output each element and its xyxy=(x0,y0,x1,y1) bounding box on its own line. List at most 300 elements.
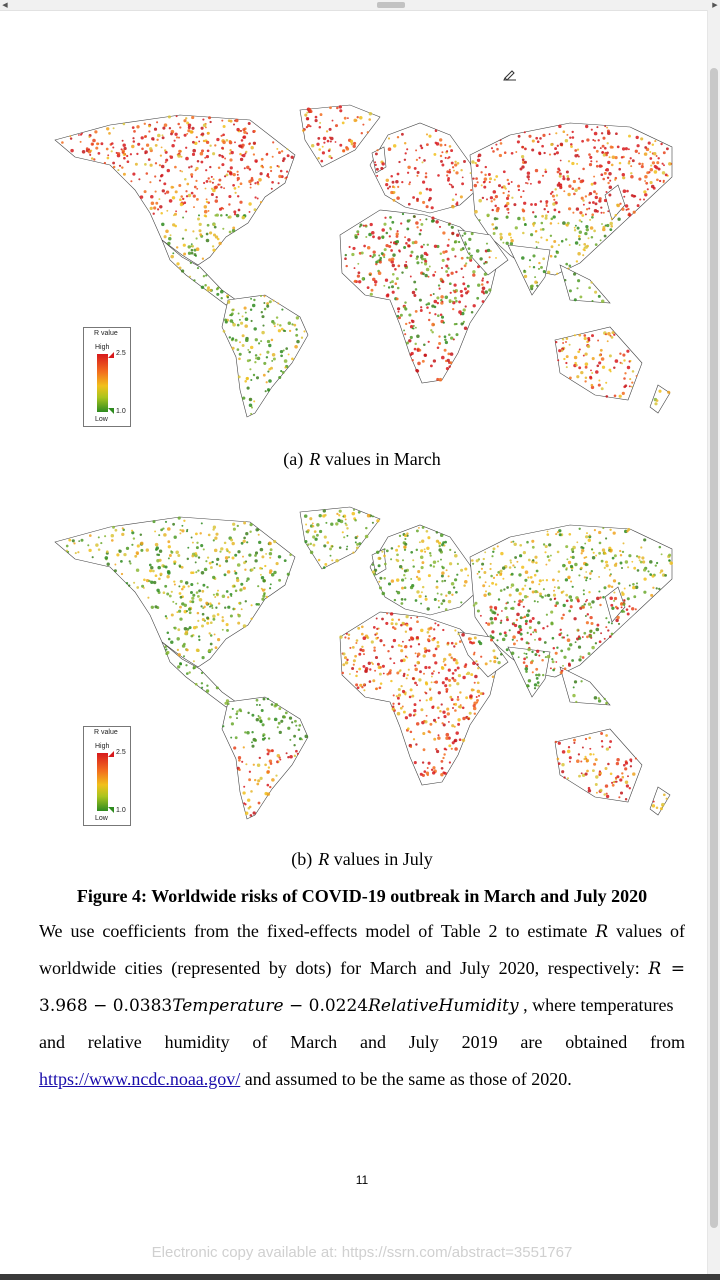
city-dot xyxy=(180,596,183,599)
city-dot xyxy=(199,532,201,534)
city-dot xyxy=(477,609,480,612)
city-dot xyxy=(614,214,616,216)
city-dot xyxy=(575,701,577,703)
city-dot xyxy=(479,642,482,645)
city-dot xyxy=(192,542,194,544)
city-dot xyxy=(589,616,592,619)
city-dot xyxy=(445,296,449,300)
city-dot xyxy=(598,295,601,298)
city-dot xyxy=(489,606,492,609)
city-dot xyxy=(527,182,529,184)
city-dot xyxy=(251,604,253,606)
city-dot xyxy=(493,611,496,614)
city-dot xyxy=(609,529,611,531)
city-dot xyxy=(524,616,527,619)
city-dot xyxy=(394,627,397,630)
city-dot xyxy=(596,165,599,168)
city-dot xyxy=(374,284,376,286)
city-dot xyxy=(602,151,604,153)
city-dot xyxy=(561,770,564,773)
city-dot xyxy=(403,711,406,714)
city-dot xyxy=(169,127,171,129)
city-dot xyxy=(151,606,154,609)
city-dot xyxy=(388,286,390,288)
city-dot xyxy=(81,133,83,135)
city-dot xyxy=(257,764,260,767)
city-dot xyxy=(452,741,455,744)
city-dot xyxy=(485,581,487,583)
city-dot xyxy=(585,773,588,776)
city-dot xyxy=(189,626,192,629)
city-dot xyxy=(245,338,249,342)
city-dot xyxy=(482,277,484,279)
city-dot xyxy=(232,184,235,187)
city-dot xyxy=(406,656,408,658)
city-dot xyxy=(605,564,608,567)
city-dot xyxy=(423,244,425,246)
scroll-left-icon[interactable]: ◀ xyxy=(2,1,8,9)
city-dot xyxy=(598,697,600,699)
city-dot xyxy=(192,594,195,597)
city-dot xyxy=(429,627,432,630)
city-dot xyxy=(447,712,450,715)
city-dot xyxy=(413,709,416,712)
city-dot xyxy=(111,150,113,152)
city-dot xyxy=(508,183,511,186)
city-dot xyxy=(260,340,262,342)
city-dot xyxy=(250,413,252,415)
city-dot xyxy=(369,274,371,276)
city-dot xyxy=(174,583,176,585)
city-dot xyxy=(625,147,628,150)
horizontal-scroll-thumb[interactable] xyxy=(377,2,405,8)
city-dot xyxy=(213,178,215,180)
city-dot xyxy=(258,534,260,536)
caption-march xyxy=(0,449,720,470)
city-dot xyxy=(403,545,406,548)
vertical-scroll-thumb[interactable] xyxy=(710,68,718,1228)
city-dot xyxy=(614,554,617,557)
city-dot xyxy=(433,654,436,657)
city-dot xyxy=(454,297,457,300)
city-dot xyxy=(163,533,167,537)
city-dot xyxy=(367,246,371,250)
city-dot xyxy=(178,137,180,139)
city-dot xyxy=(622,776,625,779)
legend-low-label: Low xyxy=(95,416,108,423)
city-dot xyxy=(582,547,584,549)
city-dot xyxy=(636,375,638,377)
city-dot xyxy=(121,166,123,168)
city-dot xyxy=(324,536,327,539)
city-dot xyxy=(561,763,564,766)
city-dot xyxy=(572,556,575,559)
city-dot xyxy=(312,535,315,538)
city-dot xyxy=(539,593,542,596)
city-dot xyxy=(577,629,579,631)
city-dot xyxy=(122,143,125,146)
city-dot xyxy=(445,677,449,681)
city-dot xyxy=(182,237,184,239)
city-dot xyxy=(364,669,368,673)
city-dot xyxy=(289,330,291,332)
city-dot xyxy=(548,559,551,562)
city-dot xyxy=(553,199,555,201)
city-dot xyxy=(562,338,564,340)
city-dot xyxy=(232,557,235,560)
city-dot xyxy=(144,163,147,166)
city-dot xyxy=(494,205,496,207)
city-dot xyxy=(512,564,514,566)
city-dot xyxy=(649,151,651,153)
city-dot xyxy=(664,574,667,577)
city-dot xyxy=(365,527,367,529)
city-dot xyxy=(402,622,405,625)
city-dot xyxy=(619,203,621,205)
city-dot xyxy=(414,343,416,345)
city-dot xyxy=(609,574,611,576)
city-dot xyxy=(545,656,547,658)
city-dot xyxy=(500,573,502,575)
city-dot xyxy=(235,339,238,342)
city-dot xyxy=(465,291,468,294)
city-dot xyxy=(224,573,227,576)
city-dot xyxy=(454,629,456,631)
city-dot xyxy=(219,550,221,552)
city-dot xyxy=(402,213,404,215)
city-dot xyxy=(379,577,382,580)
legend-title: R value xyxy=(94,729,118,736)
city-dot xyxy=(511,583,514,586)
city-dot xyxy=(562,564,565,567)
city-dot xyxy=(523,218,526,221)
city-dot xyxy=(486,214,489,217)
city-dot xyxy=(258,178,262,182)
city-dot xyxy=(430,554,432,556)
city-dot xyxy=(578,366,581,369)
city-dot xyxy=(348,637,350,639)
europe-outline xyxy=(370,123,480,213)
city-dot xyxy=(596,628,600,632)
city-dot xyxy=(573,180,576,183)
city-dot xyxy=(212,614,215,617)
city-dot xyxy=(578,574,580,576)
city-dot xyxy=(569,344,571,346)
city-dot xyxy=(613,367,615,369)
city-dot xyxy=(267,784,270,787)
city-dot xyxy=(236,579,239,582)
city-dot xyxy=(589,572,592,575)
city-dot xyxy=(632,583,635,586)
city-dot xyxy=(249,398,252,401)
city-dot xyxy=(579,211,582,214)
city-dot xyxy=(232,229,235,232)
city-dot xyxy=(238,768,241,771)
city-dot xyxy=(598,590,600,592)
city-dot xyxy=(490,617,494,621)
city-dot xyxy=(489,181,491,183)
city-dot xyxy=(585,366,588,369)
city-dot xyxy=(358,511,361,514)
city-dot xyxy=(401,181,403,183)
city-dot xyxy=(538,152,541,155)
city-dot xyxy=(654,170,658,174)
city-dot xyxy=(192,153,195,156)
city-dot xyxy=(242,315,244,317)
city-dot xyxy=(382,162,385,165)
vertical-scrollbar[interactable] xyxy=(707,10,720,1274)
city-dot xyxy=(229,158,232,161)
city-dot xyxy=(414,664,416,666)
city-dot xyxy=(590,622,593,625)
city-dot xyxy=(488,288,491,291)
city-dot xyxy=(538,262,540,264)
city-dot xyxy=(255,338,258,341)
city-dot xyxy=(491,209,493,211)
city-dot xyxy=(431,206,434,209)
city-dot xyxy=(259,353,261,355)
city-dot xyxy=(405,152,407,154)
city-dot xyxy=(421,257,424,260)
city-dot xyxy=(398,644,401,647)
city-dot xyxy=(576,375,579,378)
city-dot xyxy=(237,177,240,180)
city-dot xyxy=(420,549,423,552)
city-dot xyxy=(258,802,261,805)
city-dot xyxy=(568,746,570,748)
city-dot xyxy=(78,134,80,136)
city-dot xyxy=(623,189,627,193)
city-dot xyxy=(185,664,187,666)
city-dot xyxy=(506,618,509,621)
city-dot xyxy=(165,230,169,234)
city-dot xyxy=(200,152,204,156)
city-dot xyxy=(476,699,479,702)
city-dot xyxy=(545,564,547,566)
city-dot xyxy=(188,194,192,198)
city-dot xyxy=(555,652,558,655)
city-dot xyxy=(210,643,213,646)
city-dot xyxy=(563,636,565,638)
city-dot xyxy=(577,279,580,282)
city-dot xyxy=(100,542,102,544)
city-dot xyxy=(641,165,644,168)
city-dot xyxy=(457,696,459,698)
city-dot xyxy=(572,131,574,133)
city-dot xyxy=(198,229,201,232)
city-dot xyxy=(381,551,383,553)
city-dot xyxy=(462,282,465,285)
city-dot xyxy=(588,591,590,593)
city-dot xyxy=(380,167,383,170)
city-dot xyxy=(451,594,453,596)
city-dot xyxy=(398,670,400,672)
city-dot xyxy=(256,376,259,379)
city-dot xyxy=(175,210,177,212)
city-dot xyxy=(609,156,611,158)
city-dot xyxy=(521,588,524,591)
city-dot xyxy=(240,158,243,161)
city-dot xyxy=(440,160,443,163)
city-dot xyxy=(423,720,425,722)
city-dot xyxy=(557,168,560,171)
city-dot xyxy=(291,721,293,723)
city-dot xyxy=(237,324,240,327)
city-dot xyxy=(537,673,540,676)
city-dot xyxy=(530,233,533,236)
city-dot xyxy=(660,807,663,810)
city-dot xyxy=(574,149,577,152)
city-dot xyxy=(521,601,523,603)
city-dot xyxy=(361,251,364,254)
city-dot xyxy=(407,238,410,241)
city-dot xyxy=(569,596,571,598)
city-dot xyxy=(179,267,182,270)
city-dot xyxy=(512,541,514,543)
city-dot xyxy=(280,354,283,357)
city-dot xyxy=(261,331,264,334)
city-dot xyxy=(607,161,610,164)
city-dot xyxy=(232,523,235,526)
city-dot xyxy=(205,602,208,605)
city-dot xyxy=(495,175,498,178)
city-dot xyxy=(499,632,502,635)
city-dot xyxy=(580,371,583,374)
city-dot xyxy=(412,677,415,680)
city-dot xyxy=(259,172,262,175)
city-dot xyxy=(630,172,632,174)
city-dot xyxy=(506,216,509,219)
city-dot xyxy=(619,778,622,781)
city-dot xyxy=(150,164,153,167)
city-dot xyxy=(298,728,301,731)
city-dot xyxy=(650,165,652,167)
city-dot xyxy=(354,280,357,283)
city-dot xyxy=(268,379,272,383)
city-dot xyxy=(536,246,538,248)
city-dot xyxy=(245,811,248,814)
city-dot xyxy=(269,786,271,788)
city-dot xyxy=(358,271,361,274)
city-dot xyxy=(356,671,358,673)
city-dot xyxy=(255,551,258,554)
city-dot xyxy=(661,553,663,555)
city-dot xyxy=(663,793,666,796)
city-dot xyxy=(424,548,426,550)
city-dot xyxy=(369,112,372,115)
city-dot xyxy=(126,582,128,584)
city-dot xyxy=(451,162,454,165)
city-dot xyxy=(192,149,196,153)
city-dot xyxy=(431,323,435,327)
city-dot xyxy=(604,147,607,150)
city-dot xyxy=(420,555,424,559)
scroll-right-icon[interactable]: ▶ xyxy=(712,1,718,9)
city-dot xyxy=(421,540,424,543)
city-dot xyxy=(98,536,100,538)
city-dot xyxy=(193,195,196,198)
city-dot xyxy=(537,685,539,687)
city-dot xyxy=(232,226,235,229)
city-dot xyxy=(571,548,574,551)
city-dot xyxy=(158,554,160,556)
city-dot xyxy=(437,593,439,595)
city-dot xyxy=(357,274,360,277)
city-dot xyxy=(220,214,223,217)
city-dot xyxy=(214,549,218,553)
city-dot xyxy=(438,734,440,736)
city-dot xyxy=(588,339,591,342)
ncdc-link[interactable]: https://www.ncdc.noaa.gov/ xyxy=(39,1069,241,1089)
city-dot xyxy=(216,293,219,296)
city-dot xyxy=(591,384,594,387)
city-dot xyxy=(442,566,445,569)
city-dot xyxy=(458,241,460,243)
city-dot xyxy=(144,150,148,154)
city-dot xyxy=(164,585,167,588)
city-dot xyxy=(569,377,572,380)
city-dot xyxy=(501,186,503,188)
city-dot xyxy=(277,324,279,326)
city-dot xyxy=(319,126,322,129)
city-dot xyxy=(414,167,417,170)
city-dot xyxy=(229,716,232,719)
city-dot xyxy=(546,625,548,627)
city-dot xyxy=(565,341,567,343)
city-dot xyxy=(448,679,451,682)
city-dot xyxy=(216,686,219,689)
city-dot xyxy=(518,573,521,576)
city-dot xyxy=(619,353,621,355)
city-dot xyxy=(553,647,555,649)
city-dot xyxy=(235,736,238,739)
city-dot xyxy=(408,203,411,206)
horizontal-scrollbar[interactable] xyxy=(0,0,720,11)
city-dot xyxy=(622,147,625,150)
city-dot xyxy=(247,799,250,802)
city-dot xyxy=(270,583,272,585)
city-dot xyxy=(570,580,572,582)
city-dot xyxy=(445,250,448,253)
city-dot xyxy=(252,304,255,307)
city-dot xyxy=(345,518,347,520)
city-dot xyxy=(280,350,283,353)
city-dot xyxy=(220,186,222,188)
city-dot xyxy=(186,610,188,612)
city-dot xyxy=(585,362,589,366)
city-dot xyxy=(453,645,455,647)
city-dot xyxy=(244,569,246,571)
city-dot xyxy=(607,131,611,135)
city-dot xyxy=(391,258,394,261)
city-dot xyxy=(441,722,443,724)
city-dot xyxy=(206,239,210,243)
city-dot xyxy=(416,722,419,725)
city-dot xyxy=(471,559,474,562)
city-dot xyxy=(391,280,394,283)
city-dot xyxy=(357,535,359,537)
body-text: and assumed to be the same as those of 2020. xyxy=(240,1069,572,1089)
city-dot xyxy=(526,175,529,178)
city-dot xyxy=(169,554,172,557)
city-dot xyxy=(241,144,244,147)
city-dot xyxy=(532,546,535,549)
city-dot xyxy=(401,579,404,582)
city-dot xyxy=(383,555,386,558)
city-dot xyxy=(531,651,533,653)
city-dot xyxy=(496,148,499,151)
city-dot xyxy=(389,227,391,229)
